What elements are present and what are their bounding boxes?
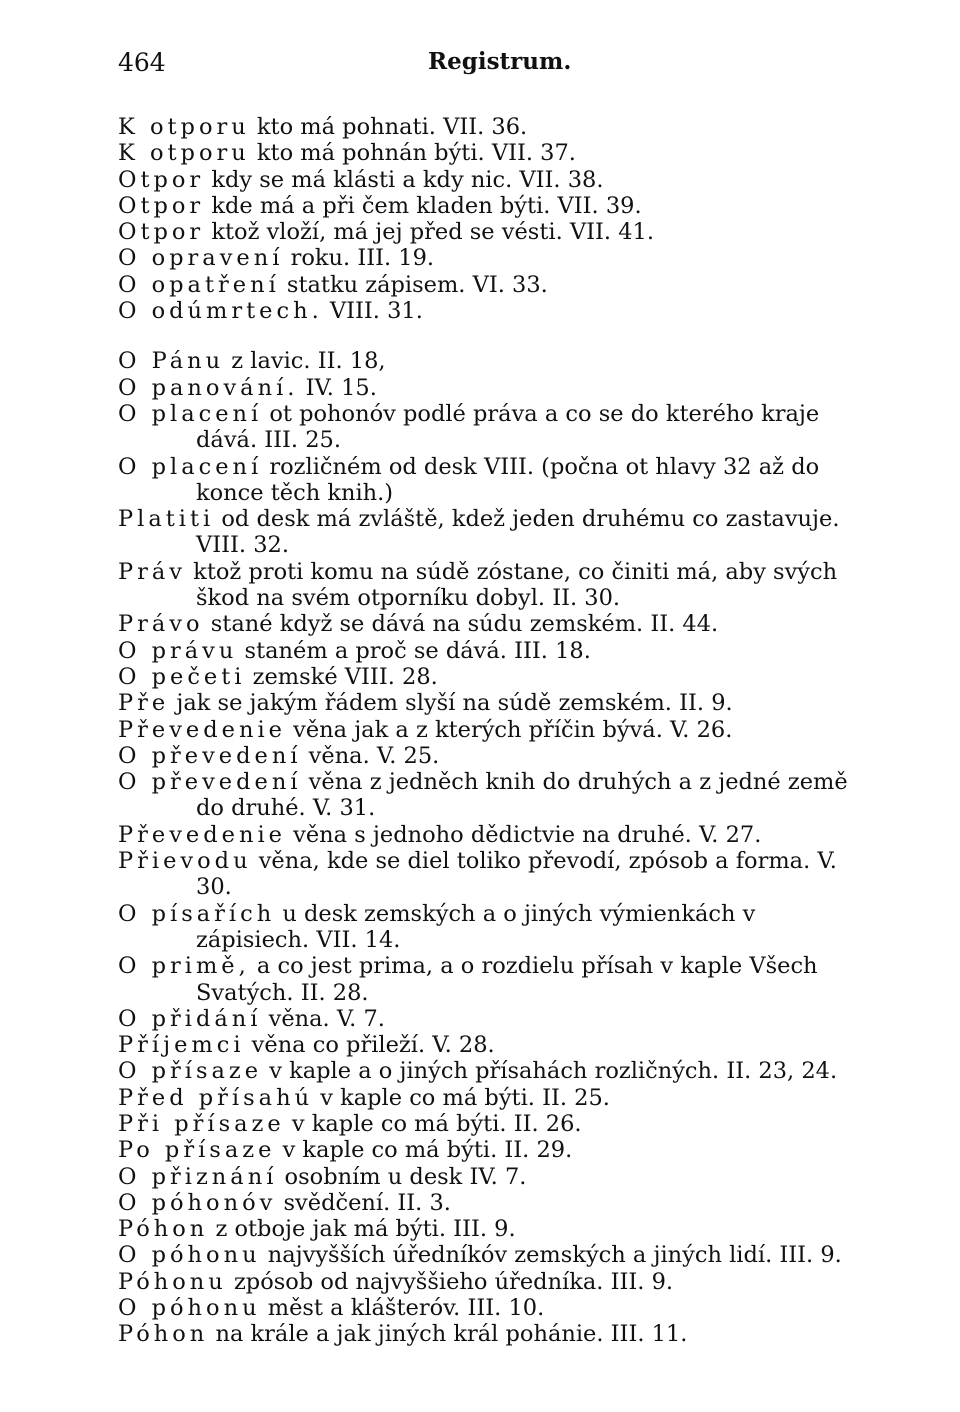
register-entry (118, 743, 848, 769)
register-entry (118, 717, 848, 743)
register-entry (118, 1085, 848, 1111)
register-entry (118, 664, 848, 690)
entry-keyword: Příjemci (118, 1032, 245, 1059)
entry-text: stané když se dává na súdu zemském. II. 44. (203, 611, 719, 638)
entry-keyword: O převedení (118, 742, 302, 769)
register-entry (118, 219, 848, 245)
entry-text: na krále a jak jiných král pohánie. III. 11. (208, 1321, 688, 1348)
entry-keyword: Před přísahú (118, 1084, 314, 1111)
register-entry (118, 1216, 848, 1242)
entry-text: věna co přileží. V. 28. (244, 1032, 495, 1059)
entry-text: kto má pohnán býti. VII. 37. (249, 140, 576, 167)
register-entry (118, 769, 848, 822)
register-entry (118, 245, 848, 271)
entry-keyword: Otpor (118, 192, 205, 219)
entry-text: zemské VIII. 28. (245, 663, 438, 690)
entry-keyword: O póhonu (118, 1295, 261, 1322)
entry-keyword: Při přísaze (118, 1110, 285, 1137)
entry-keyword: Póhonu (118, 1268, 227, 1295)
register-entry (118, 1006, 848, 1032)
entry-keyword: Pře (118, 690, 170, 717)
register-entry (118, 690, 848, 716)
entry-text: věna, kde se diel toliko převodí, zpósob a forma. V. 30. (196, 848, 837, 901)
entry-keyword: Otpor (118, 219, 205, 246)
entry-text: VIII. 31. (322, 298, 423, 325)
register-entry (118, 1242, 848, 1268)
entry-text: věna. V. 25. (301, 742, 440, 769)
register-entry (118, 559, 848, 612)
register-entry (118, 454, 848, 507)
entry-keyword: O odúmrtech. (118, 298, 323, 325)
register-entry (118, 193, 848, 219)
register-entries (118, 114, 848, 1348)
entry-keyword: Póhon (118, 1216, 209, 1243)
register-entry (118, 114, 848, 140)
register-entry (118, 1111, 848, 1137)
register-entry (118, 1190, 848, 1216)
page-number: 464 (118, 48, 166, 77)
register-entry (118, 348, 848, 374)
entry-keyword: O opravení (118, 245, 284, 272)
entry-text: statku zápisem. VI. 33. (279, 271, 548, 298)
register-entry (118, 1032, 848, 1058)
register-entry (118, 506, 848, 559)
entry-text: z otboje jak má býti. III. 9. (208, 1216, 516, 1243)
entry-text: věna. V. 7. (261, 1005, 385, 1032)
register-entry (118, 638, 848, 664)
register-entry (118, 611, 848, 637)
entry-keyword: Přievodu (118, 848, 252, 875)
entry-text: roku. III. 19. (283, 245, 435, 272)
entry-text: osobním u desk IV. 7. (277, 1163, 527, 1190)
entry-keyword: K otporu (118, 114, 250, 140)
entry-text: věna z jedněch knih do druhých a z jedné země do druhé. V. 31. (196, 769, 848, 822)
entry-text: zpósob od najvyššieho úředníka. III. 9. (226, 1268, 674, 1295)
entry-text: kde má a při čem kladen býti. VII. 39. (204, 192, 642, 219)
register-entry (118, 1269, 848, 1295)
register-entry (118, 401, 848, 454)
entry-text: rozličném od desk VIII. (počna ot hlavy 32 až do konce těch knih.) (196, 453, 820, 506)
entry-text: od desk má zvláště, kdež jeden druhému co zastavuje. VIII. 32. (196, 506, 840, 559)
register-entry (118, 1164, 848, 1190)
register-entry (118, 901, 848, 954)
entry-keyword: O písařích (118, 900, 276, 927)
entry-keyword: Práv (118, 558, 187, 585)
entry-text: z lavic. II. 18, (224, 348, 386, 375)
page-header (118, 48, 848, 84)
register-entry (118, 272, 848, 298)
entry-keyword: Převedenie (118, 821, 286, 848)
entry-text: měst a klášteróv. III. 10. (260, 1295, 545, 1322)
entry-keyword: K otporu (118, 140, 250, 167)
entry-text: ktož proti komu na súdě zóstane, co činiti má, aby svých škod na svém otporníku dobyl. II. 30. (186, 558, 838, 612)
entry-text: a co jest prima, a o rozdielu přísah v kaple Všech Svatých. II. 28. (196, 953, 818, 1006)
register-entry (118, 167, 848, 193)
register-entry (118, 953, 848, 1006)
entry-keyword: Převedenie (118, 716, 286, 743)
entry-keyword: Po přísaze (118, 1137, 276, 1164)
register-entry (118, 375, 848, 401)
entry-keyword: O přísaze (118, 1058, 263, 1085)
entry-text: staném a proč se dává. III. 18. (237, 637, 591, 664)
register-entry (118, 1137, 848, 1163)
entry-text: svědčení. II. 3. (276, 1189, 451, 1216)
entry-keyword: O Pánu (118, 348, 225, 375)
entry-keyword: Platiti (118, 506, 215, 533)
entry-text: kto má pohnati. VII. 36. (249, 114, 528, 140)
entry-keyword: O přiznání (118, 1163, 278, 1190)
entry-text: v kaple co má býti. II. 25. (313, 1084, 610, 1111)
entry-keyword: O opatření (118, 271, 280, 298)
register-entry (118, 1058, 848, 1084)
entry-text: v kaple co má býti. II. 26. (284, 1110, 582, 1137)
register-entry (118, 140, 848, 166)
entry-keyword: O póhonóv (118, 1189, 277, 1216)
running-title: Registrum. (428, 48, 572, 75)
entry-text: věna s jednoho dědictvie na druhé. V. 27. (285, 821, 762, 848)
entry-keyword: Otpor (118, 166, 205, 193)
register-entry (118, 848, 848, 901)
register-entry (118, 822, 848, 848)
entry-text: ot pohonóv podlé práva a co se do kterého kraje dává. III. 25. (196, 400, 820, 454)
entry-text: v kaple a o jiných přísahách rozličných. II. 23, 24. (262, 1058, 838, 1085)
entry-keyword: O placení (118, 400, 263, 427)
register-entry (118, 1321, 848, 1347)
entry-text: věna jak a z kterých příčin bývá. V. 26. (285, 716, 733, 743)
entry-text: ktož vloží, má jej před se vésti. VII. 41. (204, 219, 654, 246)
entry-keyword: O placení (118, 453, 263, 480)
entry-keyword: O převedení (118, 769, 302, 796)
entry-keyword: O pečeti (118, 663, 246, 690)
entry-text: u desk zemských a o jiných výmienkách v zápisiech. VII. 14. (196, 900, 756, 953)
entry-text: kdy se má klásti a kdy nic. VII. 38. (204, 166, 604, 193)
entry-keyword: O póhonu (118, 1242, 261, 1269)
entry-text: IV. 15. (298, 374, 377, 401)
entry-keyword: O právu (118, 637, 238, 664)
register-entry (118, 298, 848, 324)
entry-keyword: O přidání (118, 1005, 262, 1032)
entry-text: jak se jakým řádem slyší na súdě zemském. II. 9. (169, 690, 733, 717)
entry-keyword: O panování. (118, 374, 299, 401)
register-entry (118, 1295, 848, 1321)
entry-text: najvyšších úředníkóv zemských a jiných lidí. III. 9. (260, 1242, 842, 1269)
entry-keyword: Právo (118, 611, 204, 638)
entry-keyword: Póhon (118, 1321, 209, 1348)
entry-text: v kaple co má býti. II. 29. (275, 1137, 573, 1164)
entry-keyword: O primě, (118, 953, 250, 980)
